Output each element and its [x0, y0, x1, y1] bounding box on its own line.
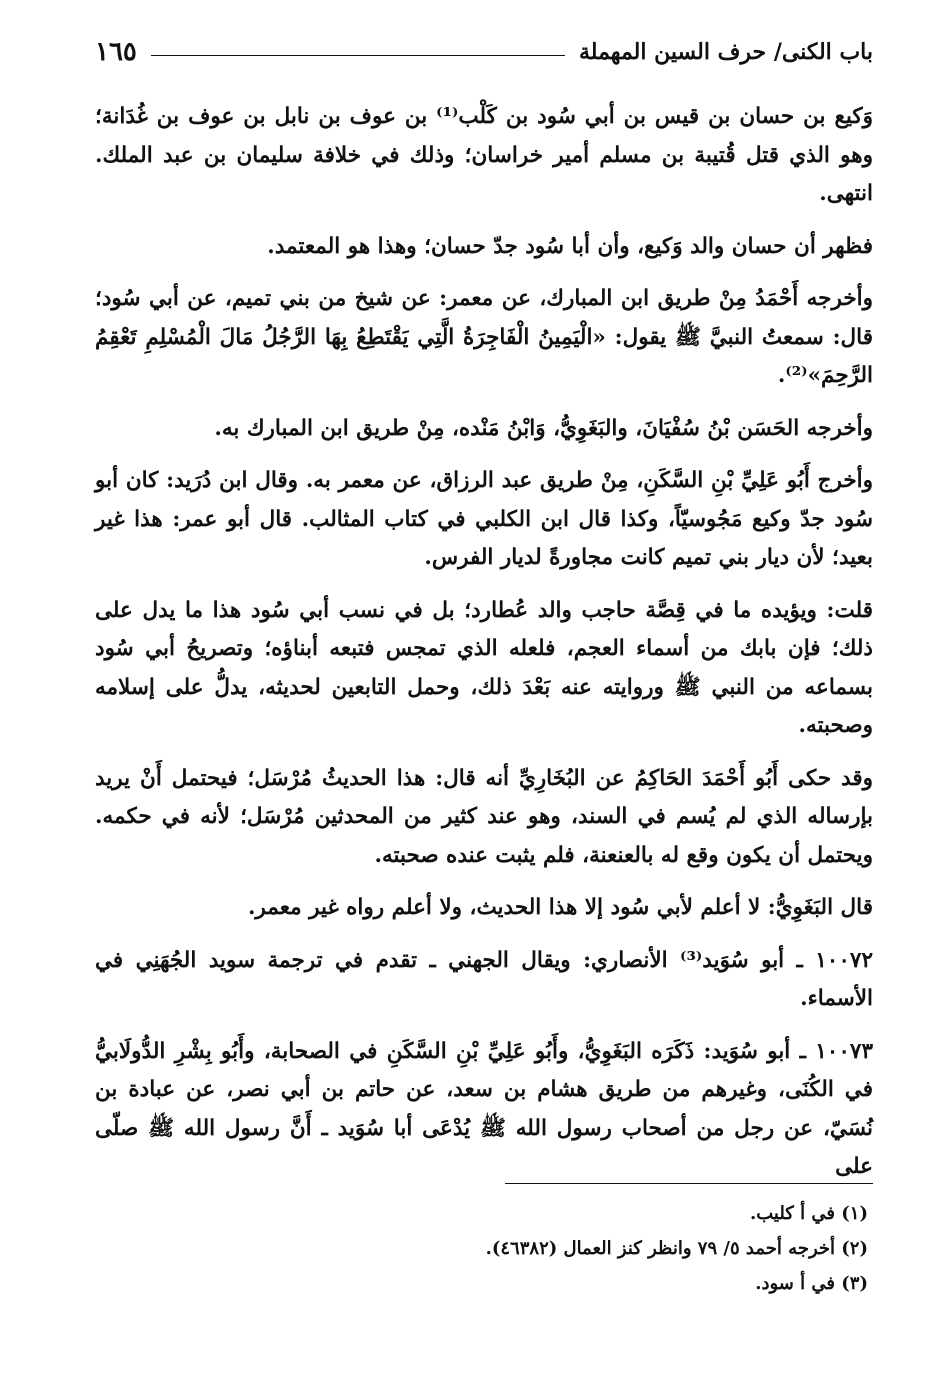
paragraph-text: وقد حكى أَبُو أَحْمَدَ الحَاكِمُ عن البُخَارِيِّ أنه قال: هذا الحديثُ مُرْسَل؛ فيحتمل أَنْ يريد بإرساله الذي لم يُسم في السند، وهو عند كثير من المحدثين مُرْسَل؛ لأنه في حكمه. ويحتمل أن يكون وقع له بالعنعنة، فلم يثبت عنده صحبته. [95, 765, 873, 868]
paragraph-text: وأخرجه أَحْمَدُ مِنْ طريق ابن المبارك، عن معمر: عن شيخ من بني تميم، عن أبي سُود؛ قال: سمعتُ النبيَّ ﷺ يقول: «الْيَمِينُ الْفَاجِرَةُ الَّتِي يَقْتَطِعُ بِهَا الرَّجُلُ مَالَ الْمُسْلِمِ تَعْقِمُ الرَّحِمَ»⁽²⁾. [95, 286, 873, 388]
footnotes [95, 1196, 868, 1301]
paragraph-text: قال البَغَوِيُّ: لا أعلم لأبي سُود إلا هذا الحديث، ولا أعلم رواه غير معمر. [247, 895, 873, 920]
footnote-2: (٢) أخرجه أحمد ٥/ ٧٩ وانظر كنز العمال (٤٦٣٨٢). [485, 1238, 868, 1259]
paragraph [95, 592, 873, 746]
paragraph [95, 462, 873, 578]
entry-text: ويقال الجهني ـ تقدم في ترجمة سويد الجُهَنِي في الأسماء. [95, 947, 873, 1011]
paragraph-text: وَكيع بن حسان بن قيس بن أبي سُود بن كَلْب⁽¹⁾ بن عوف بن نابل بن عوف بن غُدَانة؛ وهو الذي قتل قُتيبة بن مسلم أمير خراسان؛ وذلك في خلافة سليمان بن عبد الملك. انتهى. [95, 104, 874, 206]
running-title: باب الكنى/ حرف السين المهملة [579, 39, 873, 65]
footnote-separator [505, 1183, 873, 1184]
paragraph [95, 889, 873, 928]
paragraph-text: وأخرجه الحَسَن بْنُ سُفْيَانَ، والبَغَوِيُّ، وَابْنُ مَنْده، مِنْ طريق ابن المبارك به. [214, 415, 873, 441]
entry-heading: ١٠٠٧٢ ـ أبو سُوَيد⁽³⁾ الأنصاري: [583, 947, 873, 973]
paragraph-text: وأخرج أَبُو عَلِيِّ بْنِ السَّكَنِ، مِنْ طريق عبد الرزاق، عن معمر به. وقال ابن دُرَيد: كان أبو سُود جدّ وكيع مَجُوسيّاً، وكذا قال ابن الكلبي في كتاب المثالب. قال أبو عمر: هذا غير بعيد؛ لأن ديار بني تميم كانت مجاورةً لديار الفرس. [95, 468, 873, 570]
book-page [95, 30, 873, 1201]
entry-text: ذَكَرَه البَغَوِيُّ، وأَبُو عَلِيِّ بْنِ السَّكَنِ في الصحابة، وأَبُو بِشْرِ الدُّولَابيُّ في الكُنَى، وغيرهم من طريق هشام بن سعد، عن حاتم بن أبي نصر، عن عبادة بن نُسَيّ، عن رجل من أصحاب رسول الله ﷺ يُدْعَى أبا سُوَيد ـ أَنَّ رسول الله ﷺ صلّى على [95, 1038, 873, 1179]
header-rule [151, 55, 565, 56]
footnote-1: (١) في أ كليب. [749, 1203, 868, 1224]
main-text [95, 98, 873, 1187]
paragraph-text: فظهر أن حسان والد وَكيع، وأن أبا سُود جدّ حسان؛ وهذا هو المعتمد. [267, 233, 873, 259]
paragraph-text: قلت: ويؤيده ما في قِصَّة حاجب والد عُطارد؛ بل في نسب أبي سُود هذا ما يدل على ذلك؛ فإن بابك من أسماء العجم، فلعله الذي تمجس فتبعه أبناؤه؛ وتصريحُ أبي سُود بسماعه من النبي ﷺ وروايته عنه بَعْدَ ذلك، وحمل التابعين لحديثه، يدلُّ على إسلامه وصحبته. [95, 597, 873, 738]
footnote-3: (٣) في أ سود. [755, 1273, 868, 1294]
paragraph [95, 228, 873, 267]
paragraph [95, 760, 873, 876]
entry-heading: ١٠٠٧٣ ـ أبو سُوَيد: [703, 1038, 873, 1064]
paragraph [95, 280, 873, 396]
entry-10073 [95, 1033, 873, 1187]
page-number: ١٦٥ [95, 37, 137, 67]
paragraph [95, 98, 873, 214]
paragraph [95, 410, 873, 449]
entry-10072 [95, 942, 873, 1019]
page-header [95, 30, 873, 74]
